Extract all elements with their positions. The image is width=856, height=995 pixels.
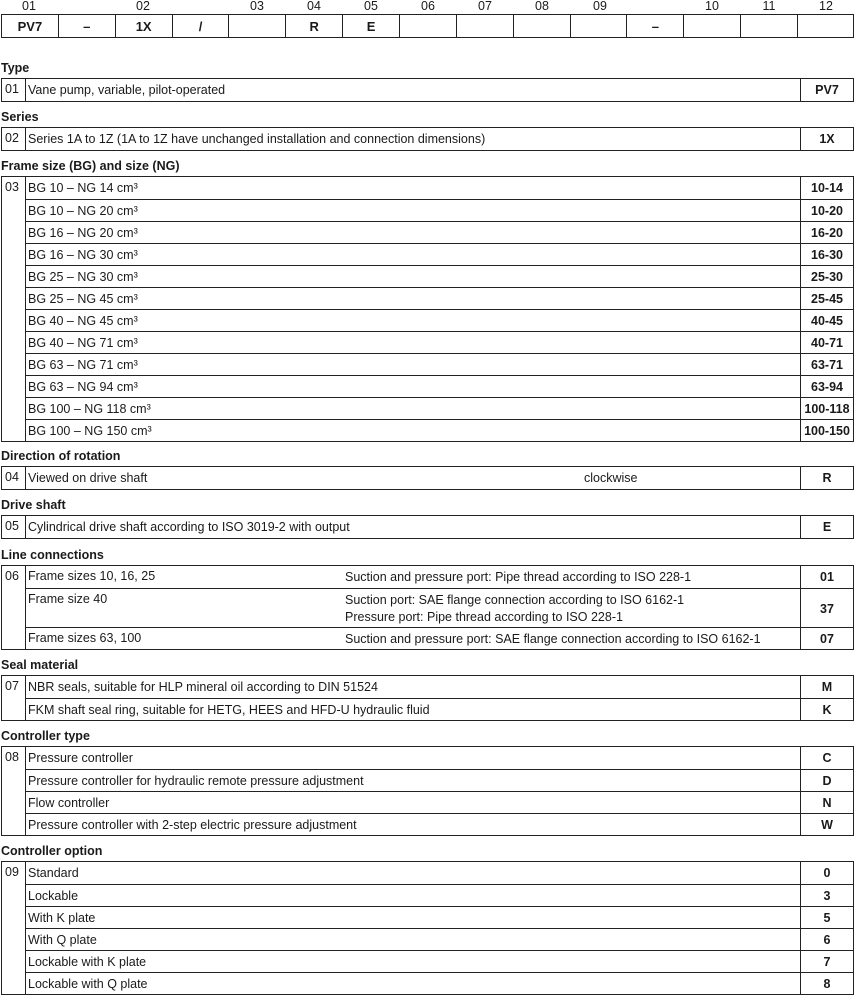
option-code: 8: [800, 973, 853, 995]
option-text: Flow controller: [28, 796, 110, 810]
option-row: [26, 221, 853, 244]
position-number: 05: [364, 0, 378, 13]
option-code: N: [800, 792, 853, 814]
option-code: 25-45: [800, 288, 853, 310]
code-box: [457, 15, 514, 37]
code-box: [400, 15, 457, 37]
code-box: R: [286, 15, 343, 37]
position-number: 09: [593, 0, 607, 13]
option-row: [26, 884, 853, 907]
option-row: [26, 928, 853, 951]
description-line: Suction and pressure port: SAE flange connection according to ISO 6162-1: [345, 631, 761, 646]
section-table: [1, 78, 854, 102]
section-table: [1, 127, 854, 151]
option-code: 40-45: [800, 310, 853, 332]
option-code: 10-20: [800, 200, 853, 222]
option-row: [26, 972, 853, 995]
option-code: 07: [800, 628, 853, 650]
code-box: PV7: [2, 15, 59, 37]
option-row: [2, 747, 853, 769]
option-text: Pressure controller with 2-step electric pressure adjustment: [28, 818, 357, 832]
option-row: [26, 199, 853, 222]
option-code: R: [800, 467, 853, 489]
option-code: PV7: [800, 79, 853, 101]
section-number: 09: [5, 865, 19, 879]
option-code: 100-118: [800, 398, 853, 420]
option-text: Lockable with K plate: [28, 955, 147, 969]
option-text: BG 16 – NG 20 cm³: [28, 226, 138, 240]
option-text: Frame sizes 63, 100: [28, 631, 142, 645]
option-row: [26, 243, 853, 266]
section-title: Frame size (BG) and size (NG): [1, 159, 180, 173]
option-code: 0: [800, 862, 853, 884]
section-number: 04: [5, 470, 19, 484]
option-row: [26, 397, 853, 420]
position-number: 02: [136, 0, 150, 13]
option-text: With Q plate: [28, 933, 97, 947]
position-number: 12: [819, 0, 833, 13]
section-table: [1, 861, 854, 995]
option-row: [26, 813, 853, 836]
description-line: Pressure port: Pipe thread according to ISO 228-1: [345, 609, 623, 624]
section-number-cell: [2, 177, 26, 441]
option-row: [26, 419, 853, 442]
option-text: Standard: [28, 866, 79, 880]
option-text: BG 100 – NG 150 cm³: [28, 424, 152, 438]
code-box: –: [59, 15, 116, 37]
option-text: Lockable with Q plate: [28, 977, 148, 991]
option-code: M: [800, 676, 853, 698]
section-number: 08: [5, 750, 19, 764]
option-text: BG 63 – NG 94 cm³: [28, 380, 138, 394]
option-row: [26, 950, 853, 973]
option-text: Pressure controller: [28, 751, 133, 765]
option-text: BG 10 – NG 14 cm³: [28, 181, 138, 195]
option-code: 3: [800, 885, 853, 907]
section-table: [1, 675, 854, 721]
section-title: Seal material: [1, 658, 79, 672]
option-code: 63-94: [800, 376, 853, 398]
option-text: Series 1A to 1Z (1A to 1Z have unchanged installation and connection dimensions): [28, 132, 486, 146]
code-box: /: [173, 15, 230, 37]
option-row: [2, 676, 853, 698]
code-box: [741, 15, 798, 37]
option-code: 25-30: [800, 266, 853, 288]
option-code: 10-14: [800, 177, 853, 199]
option-text: Vane pump, variable, pilot-operated: [28, 83, 226, 97]
option-row: [26, 331, 853, 354]
section-title: Type: [1, 61, 30, 75]
position-number: 04: [307, 0, 321, 13]
option-row: [2, 862, 853, 884]
option-row: [26, 287, 853, 310]
option-row: [2, 516, 853, 538]
code-box: –: [627, 15, 684, 37]
section-table: [1, 515, 854, 539]
option-text: Viewed on drive shaft: [28, 471, 148, 485]
option-text: Cylindrical drive shaft according to ISO 3019-2 with output: [28, 520, 350, 534]
option-row: [2, 566, 853, 588]
option-code: 7: [800, 951, 853, 973]
code-box: E: [343, 15, 400, 37]
section-table: [1, 565, 854, 650]
position-number: 08: [535, 0, 549, 13]
option-row: [26, 791, 853, 814]
position-number: 01: [22, 0, 36, 13]
position-number: 11: [762, 0, 776, 13]
option-code: D: [800, 770, 853, 792]
position-number: 07: [478, 0, 492, 13]
section-number: 05: [5, 519, 19, 533]
option-row: [26, 769, 853, 792]
option-text: BG 16 – NG 30 cm³: [28, 248, 138, 262]
section-table: [1, 746, 854, 836]
option-text: BG 40 – NG 45 cm³: [28, 314, 138, 328]
section-title: Series: [1, 110, 39, 124]
option-text: Frame sizes 10, 16, 25: [28, 569, 156, 583]
rotation-direction: clockwise: [584, 471, 638, 485]
section-number: 03: [5, 180, 19, 194]
position-number: 10: [705, 0, 719, 13]
option-row: [26, 698, 853, 721]
option-code: 1X: [800, 128, 853, 150]
option-code: 100-150: [800, 420, 853, 442]
option-code: 5: [800, 907, 853, 929]
option-code: C: [800, 747, 853, 769]
option-text: With K plate: [28, 911, 96, 925]
code-box: [798, 15, 853, 37]
code-box: [684, 15, 741, 37]
ordering-code-row: [1, 14, 854, 38]
code-box: [229, 15, 286, 37]
section-title: Controller type: [1, 729, 90, 743]
option-text: BG 25 – NG 45 cm³: [28, 292, 138, 306]
option-row: [2, 177, 853, 199]
section-table: [1, 466, 854, 490]
option-code: 16-20: [800, 222, 853, 244]
option-row: [26, 375, 853, 398]
option-text: BG 40 – NG 71 cm³: [28, 336, 138, 350]
option-text: BG 100 – NG 118 cm³: [28, 402, 151, 416]
position-number: 06: [421, 0, 435, 13]
option-row: [26, 906, 853, 929]
section-title: Direction of rotation: [1, 449, 121, 463]
section-title: Line connections: [1, 548, 104, 562]
code-box: 1X: [116, 15, 173, 37]
section-number: 01: [5, 82, 19, 96]
option-row: [2, 467, 853, 489]
option-text: Frame size 40: [28, 592, 108, 606]
option-text: NBR seals, suitable for HLP mineral oil according to DIN 51524: [28, 680, 378, 694]
code-box: [514, 15, 571, 37]
code-box: [571, 15, 628, 37]
option-code: W: [800, 814, 853, 836]
description-line: Suction and pressure port: Pipe thread according to ISO 228-1: [345, 569, 692, 584]
option-code: E: [800, 516, 853, 538]
option-row: [2, 79, 853, 101]
option-description: [345, 589, 684, 628]
option-description: [345, 628, 761, 650]
option-row: [2, 128, 853, 150]
option-text: FKM shaft seal ring, suitable for HETG, HEES and HFD-U hydraulic fluid: [28, 703, 430, 717]
section-title: Controller option: [1, 844, 103, 858]
option-text: BG 10 – NG 20 cm³: [28, 204, 138, 218]
option-code: 63-71: [800, 354, 853, 376]
option-code: K: [800, 699, 853, 721]
option-text: BG 63 – NG 71 cm³: [28, 358, 138, 372]
option-code: 16-30: [800, 244, 853, 266]
option-row: [26, 265, 853, 288]
position-number: 03: [250, 0, 264, 13]
section-number: 06: [5, 569, 19, 583]
section-table: [1, 176, 854, 442]
option-text: Pressure controller for hydraulic remote pressure adjustment: [28, 774, 364, 788]
option-row: [26, 627, 853, 650]
section-number: 07: [5, 679, 19, 693]
section-number: 02: [5, 131, 19, 145]
option-row: [26, 353, 853, 376]
option-code: 40-71: [800, 332, 853, 354]
description-line: Suction port: SAE flange connection according to ISO 6162-1: [345, 592, 685, 607]
section-title: Drive shaft: [1, 498, 66, 512]
option-row: [26, 588, 853, 628]
option-row: [26, 309, 853, 332]
option-code: 37: [800, 589, 853, 628]
option-text: Lockable: [28, 889, 79, 903]
option-code: 01: [800, 566, 853, 588]
option-description: [345, 566, 691, 588]
option-code: 6: [800, 929, 853, 951]
option-text: BG 25 – NG 30 cm³: [28, 270, 138, 284]
